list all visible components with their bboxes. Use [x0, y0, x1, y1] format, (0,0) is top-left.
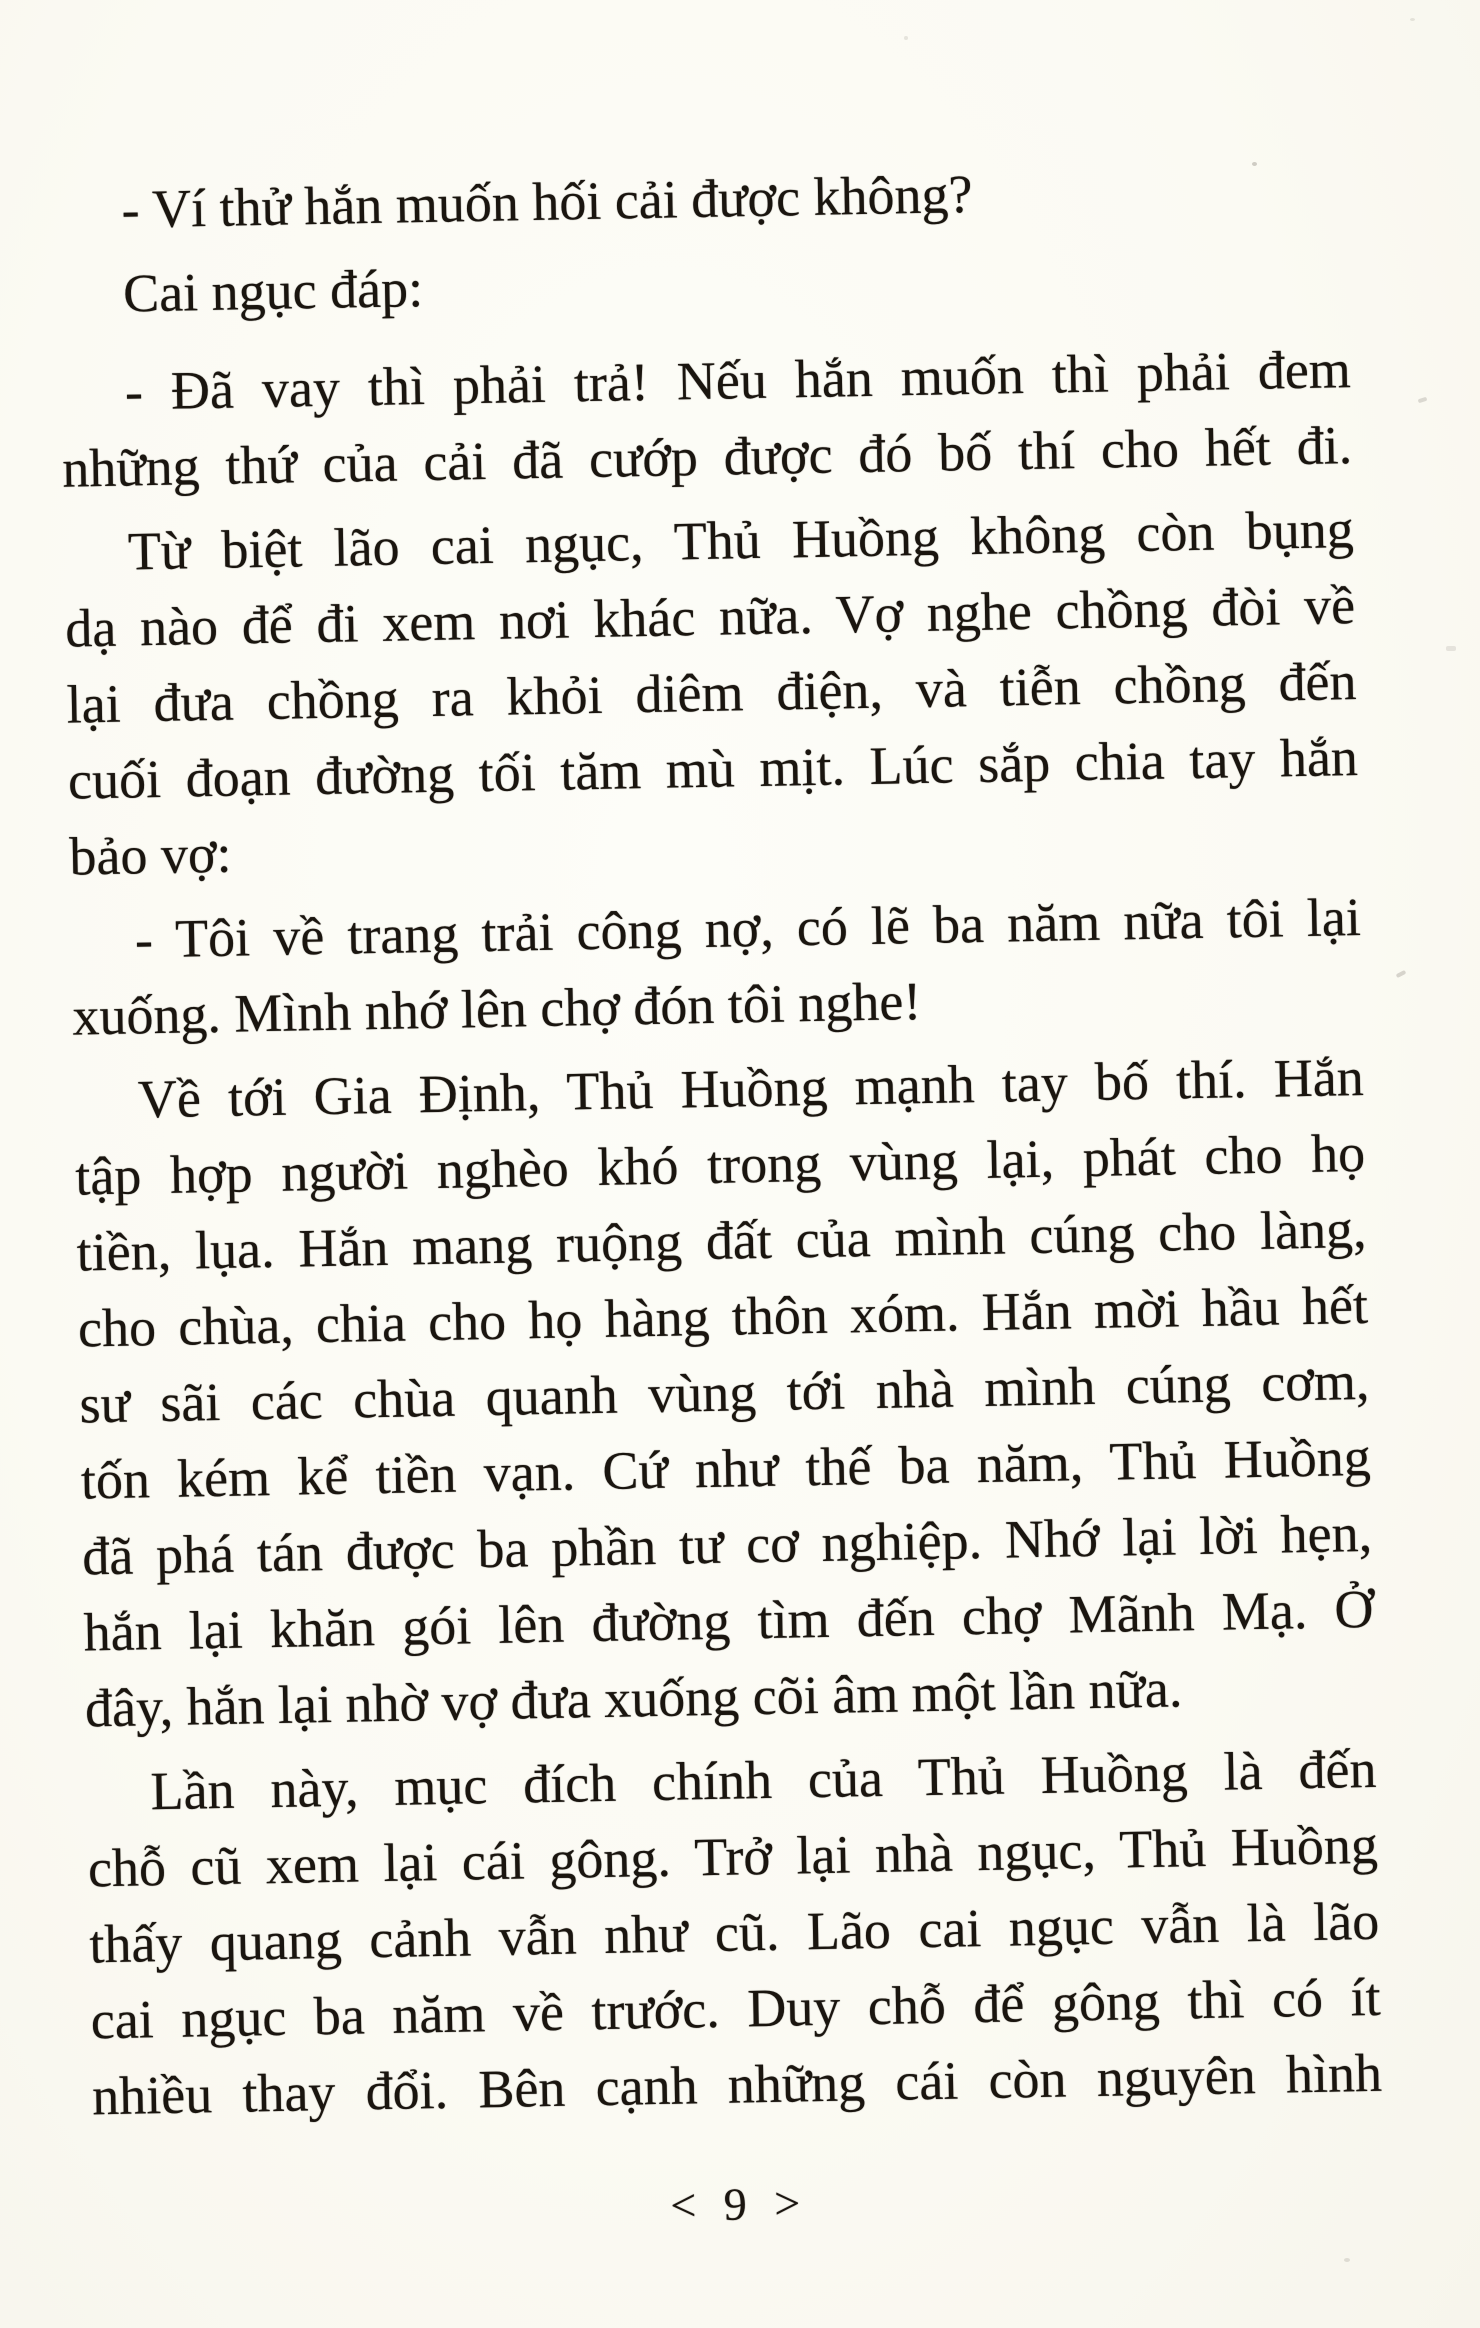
text-line: chỗ cũ xem lại cái gông. Trở lại nhà ngục, Thủ Huồng	[87, 1814, 1379, 1899]
text-line: những thứ của cải đã cướp được đó bố thí cho hết đi.	[61, 415, 1353, 499]
text-line: đây, hắn lại nhờ vợ đưa xuống cõi âm một lần nữa.	[84, 1658, 1183, 1739]
paragraph	[86, 1731, 1383, 2135]
text-line: tiền, lụa. Hắn mang ruộng đất của mình cúng cho làng,	[76, 1198, 1368, 1283]
scan-speck	[1418, 397, 1428, 404]
text-line: Lần này, mục đích chính của Thủ Huồng là đến	[150, 1738, 1377, 1822]
paragraph	[73, 1039, 1375, 1747]
text-line: - Ví thử hắn muốn hối cải được không?	[121, 163, 973, 240]
text-line: - Đã vay thì phải trả! Nếu hắn muốn thì phải đem	[124, 339, 1352, 422]
paragraph	[57, 149, 1348, 249]
text-line: tốn kém kể tiền vạn. Cứ như thế ba năm, Thủ Huồng	[80, 1426, 1372, 1511]
scan-speck	[1396, 970, 1407, 978]
text-line: - Tôi về trang trải công nợ, có lẽ ba năm nữa tôi lại	[134, 886, 1362, 970]
scan-speck	[1252, 162, 1257, 166]
paragraph	[70, 879, 1363, 1055]
text-line: Về tới Gia Định, Thủ Huồng mạnh tay bố thí. Hắn	[137, 1046, 1365, 1130]
scan-speck	[1344, 2258, 1350, 2262]
text-line: Từ biệt lão cai ngục, Thủ Huồng không còn bụng	[127, 499, 1355, 582]
text-line: cho chùa, chia cho họ hàng thôn xóm. Hắn mời hầu hết	[77, 1274, 1369, 1359]
paragraph	[60, 331, 1353, 507]
text-line: thấy quang cảnh vẫn như cũ. Lão cai ngục vẫn là lão	[88, 1890, 1380, 1975]
paragraph	[63, 491, 1360, 895]
text-line: xuống. Mình nhớ lên chợ đón tôi nghe!	[71, 971, 922, 1047]
text-line: đã phá tán được ba phần tư cơ nghiệp. Nhớ lại lời hẹn,	[81, 1502, 1373, 1587]
text-line: sư sãi các chùa quanh vùng tới nhà mình cúng cơm,	[78, 1350, 1370, 1435]
text-block	[57, 149, 1385, 2246]
text-line: dạ nào để đi xem nơi khác nữa. Vợ nghe chồng đòi về	[64, 575, 1356, 659]
text-line: lại đưa chồng ra khỏi diêm điện, và tiễn chồng đến	[66, 651, 1357, 735]
scan-speck	[904, 36, 908, 40]
text-line: cai ngục ba năm về trước. Duy chỗ để gông thì có ít	[90, 1966, 1382, 2051]
text-line: cuối đoạn đường tối tăm mù mịt. Lúc sắp chia tay hắn	[67, 727, 1359, 811]
page-number: < 9 >	[669, 2177, 809, 2231]
text-line: bảo vợ:	[68, 823, 232, 887]
text-line: tập hợp người nghèo khó trong vùng lại, phát cho họ	[74, 1122, 1366, 1207]
text-line: nhiều thay đổi. Bên cạnh những cái còn nguyên hình	[91, 2042, 1383, 2127]
text-line: hắn lại khăn gói lên đường tìm đến chợ Mãnh Mạ. Ở	[83, 1578, 1374, 1663]
paragraph	[58, 233, 1349, 333]
scan-speck	[1446, 646, 1456, 651]
scan-speck	[1410, 18, 1415, 21]
text-line: Cai ngục đáp:	[122, 258, 424, 324]
